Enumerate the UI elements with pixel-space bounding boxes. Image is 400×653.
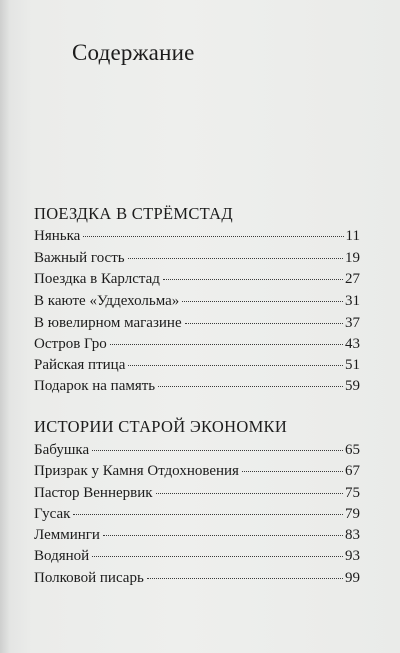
dot-leader <box>242 471 343 472</box>
toc-entry-title: Остров Гро <box>34 336 107 352</box>
toc-entry <box>34 440 360 460</box>
toc-entry <box>34 546 360 566</box>
toc-entry-title: Призрак у Камня Отдохновения <box>34 463 239 479</box>
dot-leader <box>163 279 343 280</box>
toc-entry-page: 65 <box>345 442 360 458</box>
toc-entry <box>34 504 360 524</box>
dot-leader <box>185 323 343 324</box>
toc-entry-page: 99 <box>345 570 360 586</box>
dot-leader <box>147 578 343 579</box>
toc-entry-page: 83 <box>345 527 360 543</box>
dot-leader <box>92 450 343 451</box>
toc-entry <box>34 291 360 311</box>
dot-leader <box>73 514 343 515</box>
toc-entry-title: Лемминги <box>34 527 100 543</box>
spine-shadow <box>0 0 10 653</box>
toc-entry-title: Полковой писарь <box>34 570 144 586</box>
toc-entry <box>34 334 360 354</box>
toc-entry-title: Подарок на память <box>34 378 156 394</box>
toc-entry-title: Нянька <box>34 228 81 244</box>
toc-entry-page: 93 <box>345 548 360 564</box>
dot-leader <box>128 258 343 259</box>
toc-entry-page: 51 <box>345 357 360 373</box>
toc-entry <box>34 355 360 375</box>
page-title: Содержание <box>72 40 195 65</box>
toc-entry-page: 27 <box>345 271 360 287</box>
toc-entry <box>34 461 360 481</box>
toc-entry-page: 79 <box>345 506 360 522</box>
dot-leader <box>110 344 343 345</box>
toc-entry-page: 59 <box>345 378 360 394</box>
toc-entry-page: 19 <box>345 250 360 266</box>
toc-entry-title: Бабушка <box>34 442 90 458</box>
dot-leader <box>156 493 343 494</box>
toc-entry <box>34 568 360 588</box>
toc-entry <box>34 376 360 396</box>
toc-entry-title: Водяной <box>34 548 90 564</box>
section-title-poezdka: ПОЕЗДКА В СТРЁМСТАД <box>34 204 233 223</box>
toc-entry <box>34 313 360 333</box>
toc-entry-page: 43 <box>345 336 360 352</box>
toc-entry <box>34 525 360 545</box>
toc-entry-page: 31 <box>345 293 360 309</box>
toc-entry-title: В каюте «Уддехольма» <box>34 293 180 309</box>
toc-entry-page: 75 <box>345 485 360 501</box>
toc-entry-title: Пастор Веннервик <box>34 485 153 501</box>
toc-entry <box>34 483 360 503</box>
dot-leader <box>83 236 343 237</box>
toc-entry-title: Поездка в Карлстад <box>34 271 160 287</box>
toc-entry-page: 67 <box>345 463 360 479</box>
toc-entry-title: В ювелирном магазине <box>34 315 182 331</box>
toc-entry-title: Важный гость <box>34 250 125 266</box>
dot-leader <box>103 535 343 536</box>
section-title-istorii: ИСТОРИИ СТАРОЙ ЭКОНОМКИ <box>34 417 288 436</box>
toc-entry-page: 11 <box>345 228 360 244</box>
toc-entry-title: Гусак <box>34 506 71 522</box>
dot-leader <box>182 301 343 302</box>
dot-leader <box>92 556 343 557</box>
dot-leader <box>158 386 343 387</box>
toc-entry <box>34 226 360 246</box>
toc-entry-page: 37 <box>345 315 360 331</box>
toc-entry <box>34 269 360 289</box>
dot-leader <box>128 365 343 366</box>
toc-entry-title: Райская птица <box>34 357 126 373</box>
toc-entry <box>34 248 360 268</box>
